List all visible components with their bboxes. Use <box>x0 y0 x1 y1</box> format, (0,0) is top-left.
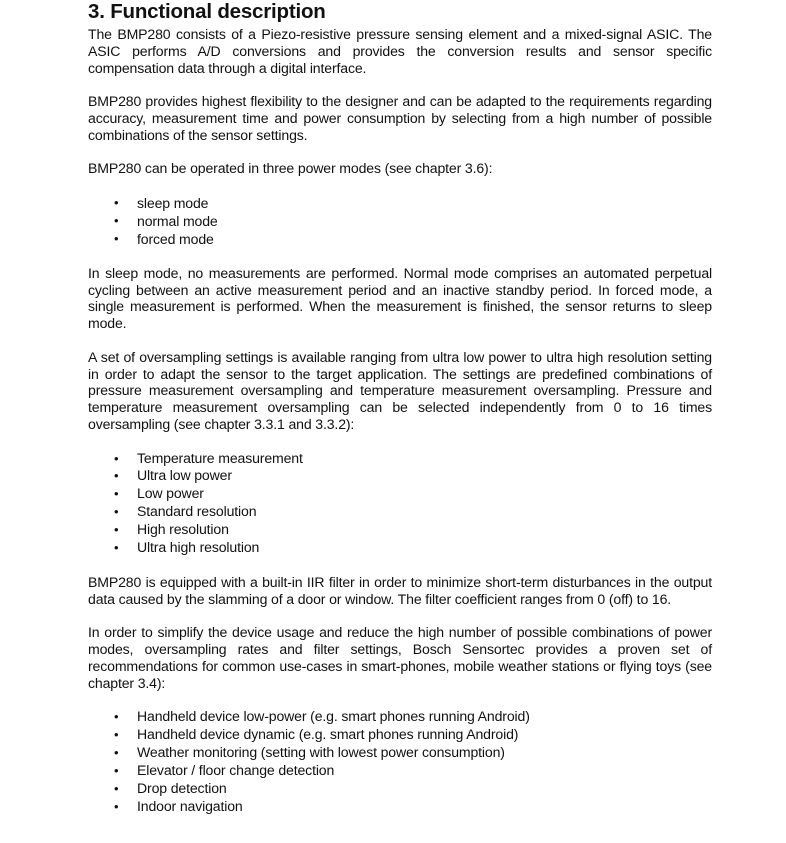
bullet-icon: • <box>114 727 119 743</box>
paragraph-oversampling: A set of oversampling settings is available ranging from ultra low power to ultra high resolution setting in order to adapt the sensor to the target application. The settings are predefined combinations of pressure measurement oversampling and temperature measurement oversampling. Pressure and temperature measurement oversampling can be selected independently from 0 to 16 times oversampling (see chapter 3.3.1 and 3.3.2): <box>88 348 712 432</box>
bullet-icon: • <box>114 194 119 210</box>
bullet-icon: • <box>114 780 119 796</box>
list-item <box>88 503 712 521</box>
paragraph-intro: The BMP280 consists of a Piezo-resistive pressure sensing element and a mixed-signal ASIC. The ASIC performs A/D conversions and provides the conversion results and sensor specific compensation data through a digital interface. <box>88 26 712 76</box>
bullet-icon: • <box>114 486 119 502</box>
bullet-icon: • <box>114 709 119 725</box>
list-item-text: Elevator / floor change detection <box>137 761 335 778</box>
paragraph-flexibility: BMP280 provides highest flexibility to the designer and can be adapted to the requirements regarding accuracy, measurement time and power consumption by selecting from a high number of possible combinations of the sensor settings. <box>88 93 712 143</box>
section-heading: 3. Functional description <box>88 0 326 23</box>
list-item-text: Handheld device low-power (e.g. smart phones running Android) <box>137 708 530 725</box>
list-item <box>88 708 712 726</box>
power-modes-list <box>88 194 712 248</box>
list-item-text: Standard resolution <box>137 503 257 520</box>
bullet-icon: • <box>114 798 119 814</box>
list-item-text: Ultra high resolution <box>137 539 260 556</box>
list-item-text: Drop detection <box>137 779 227 796</box>
bullet-icon: • <box>114 230 119 246</box>
bullet-icon: • <box>114 540 119 556</box>
list-item <box>88 485 712 503</box>
list-item-text: sleep mode <box>137 194 209 211</box>
list-item <box>88 467 712 485</box>
document-page <box>88 0 712 816</box>
list-item-text: normal mode <box>137 212 218 229</box>
use-cases-list <box>88 708 712 815</box>
paragraph-iir-filter: BMP280 is equipped with a built-in IIR filter in order to minimize short-term disturbances in the output data caused by the slamming of a door or window. The filter coefficient ranges from 0 (off) to 16. <box>88 573 712 607</box>
bullet-icon: • <box>114 212 119 228</box>
bullet-icon: • <box>114 522 119 538</box>
list-item-text: Weather monitoring (setting with lowest power consumption) <box>137 743 505 760</box>
paragraph-power-modes-description: In sleep mode, no measurements are performed. Normal mode comprises an automated perpetual cycling between an active measurement period and an inactive standby period. In forced mode, a single measurement is performed. When the measurement is finished, the sensor returns to sleep mode. <box>88 264 712 332</box>
bullet-icon: • <box>114 450 119 466</box>
bullet-icon: • <box>114 504 119 520</box>
bullet-icon: • <box>114 468 119 484</box>
list-item <box>88 726 712 744</box>
list-item <box>88 450 712 468</box>
oversampling-settings-list <box>88 450 712 557</box>
list-item <box>88 212 712 230</box>
list-item <box>88 194 712 212</box>
list-item-text: High resolution <box>137 521 229 538</box>
list-item <box>88 539 712 557</box>
paragraph-recommendations: In order to simplify the device usage and reduce the high number of possible combinations of power modes, oversampling rates and filter settings, Bosch Sensortec provides a proven set of recommendations for common use-cases in smart-phones, mobile weather stations or flying toys (see chapter 3.4): <box>88 624 712 691</box>
list-item <box>88 230 712 248</box>
bullet-icon: • <box>114 744 119 760</box>
list-item <box>88 744 712 762</box>
list-item <box>88 521 712 539</box>
list-item-text: Ultra low power <box>137 467 232 484</box>
list-item <box>88 762 712 780</box>
list-item-text: Temperature measurement <box>137 449 303 466</box>
list-item-text: forced mode <box>137 230 214 247</box>
list-item-text: Low power <box>137 485 204 502</box>
list-item-text: Handheld device dynamic (e.g. smart phones running Android) <box>137 726 519 743</box>
list-item <box>88 780 712 798</box>
list-item-text: Indoor navigation <box>137 797 243 814</box>
bullet-icon: • <box>114 762 119 778</box>
paragraph-power-modes-intro: BMP280 can be operated in three power modes (see chapter 3.6): <box>88 160 493 177</box>
list-item <box>88 798 712 816</box>
